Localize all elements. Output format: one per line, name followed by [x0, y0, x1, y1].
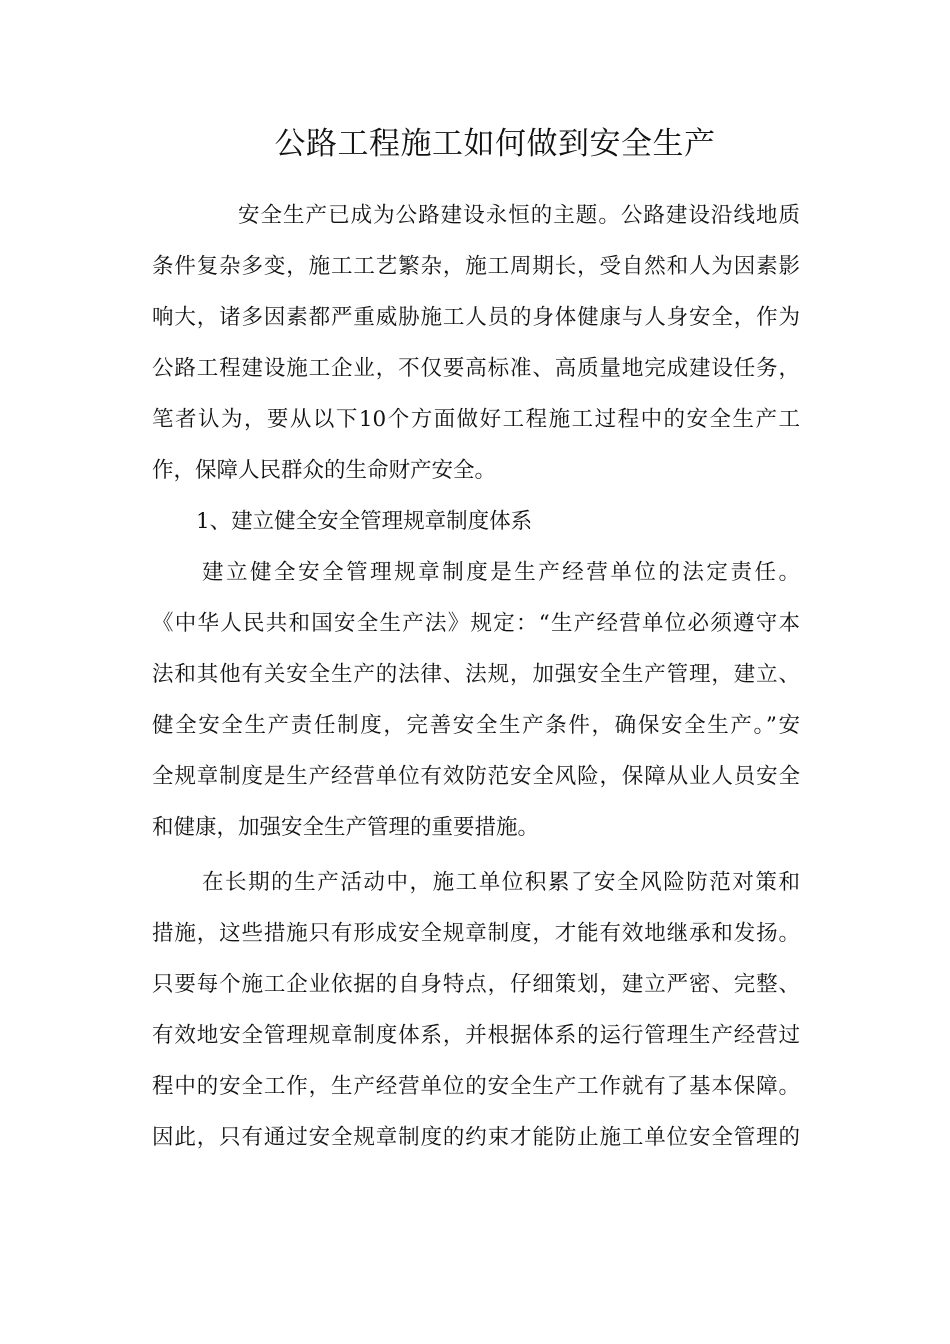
paragraph-line: 因此，只有通过安全规章制度的约束才能防止施工单位安全管理的: [152, 1125, 800, 1150]
paragraph-line: 健全安全生产责任制度，完善安全生产条件，确保安全生产。”安: [152, 713, 800, 738]
paragraph-line: 只要每个施工企业依据的自身特点，仔细策划，建立严密、完整、: [152, 972, 800, 997]
section-heading-text: 1、建立健全安全管理规章制度体系: [196, 509, 533, 534]
paragraph-line: 公路工程建设施工企业，不仅要高标准、高质量地完成建设任务，: [152, 356, 800, 381]
paragraph-line: 有效地安全管理规章制度体系，并根据体系的运行管理生产经营过: [152, 1023, 800, 1048]
paragraph-line: 程中的安全工作，生产经营单位的安全生产工作就有了基本保障。: [152, 1074, 800, 1099]
paragraph-line: 和健康，加强安全生产管理的重要措施。: [152, 815, 540, 840]
paragraph-line: 在长期的生产活动中，施工单位积累了安全风险防范对策和: [202, 870, 800, 895]
paragraph-regulation: [152, 547, 800, 853]
paragraph-line: 法和其他有关安全生产的法律、法规，加强安全生产管理，建立、: [152, 662, 800, 687]
paragraph-line: 全规章制度是生产经营单位有效防范安全风险，保障从业人员安全: [152, 764, 800, 789]
paragraph-intro: [152, 190, 800, 496]
paragraph-line: 笔者认为，要从以下10个方面做好工程施工过程中的安全生产工: [152, 407, 800, 432]
paragraph-practice: [152, 857, 800, 1163]
paragraph-line: 《中华人民共和国安全生产法》规定：“生产经营单位必须遵守本: [152, 611, 800, 636]
paragraph-line: 响大，诸多因素都严重威胁施工人员的身体健康与人身安全，作为: [152, 305, 800, 330]
section-heading: [152, 496, 800, 547]
paragraph-line: 建立健全安全管理规章制度是生产经营单位的法定责任。: [202, 560, 800, 585]
paragraph-line: 措施，这些措施只有形成安全规章制度，才能有效地继承和发扬。: [152, 921, 800, 946]
paragraph-line: 安全生产已成为公路建设永恒的主题。公路建设沿线地质: [238, 203, 800, 228]
paragraph-line: 作，保障人民群众的生命财产安全。: [152, 458, 497, 483]
paragraph-line: 条件复杂多变，施工工艺繁杂，施工周期长，受自然和人为因素影: [152, 254, 800, 279]
document-title: 公路工程施工如何做到安全生产: [274, 126, 716, 162]
